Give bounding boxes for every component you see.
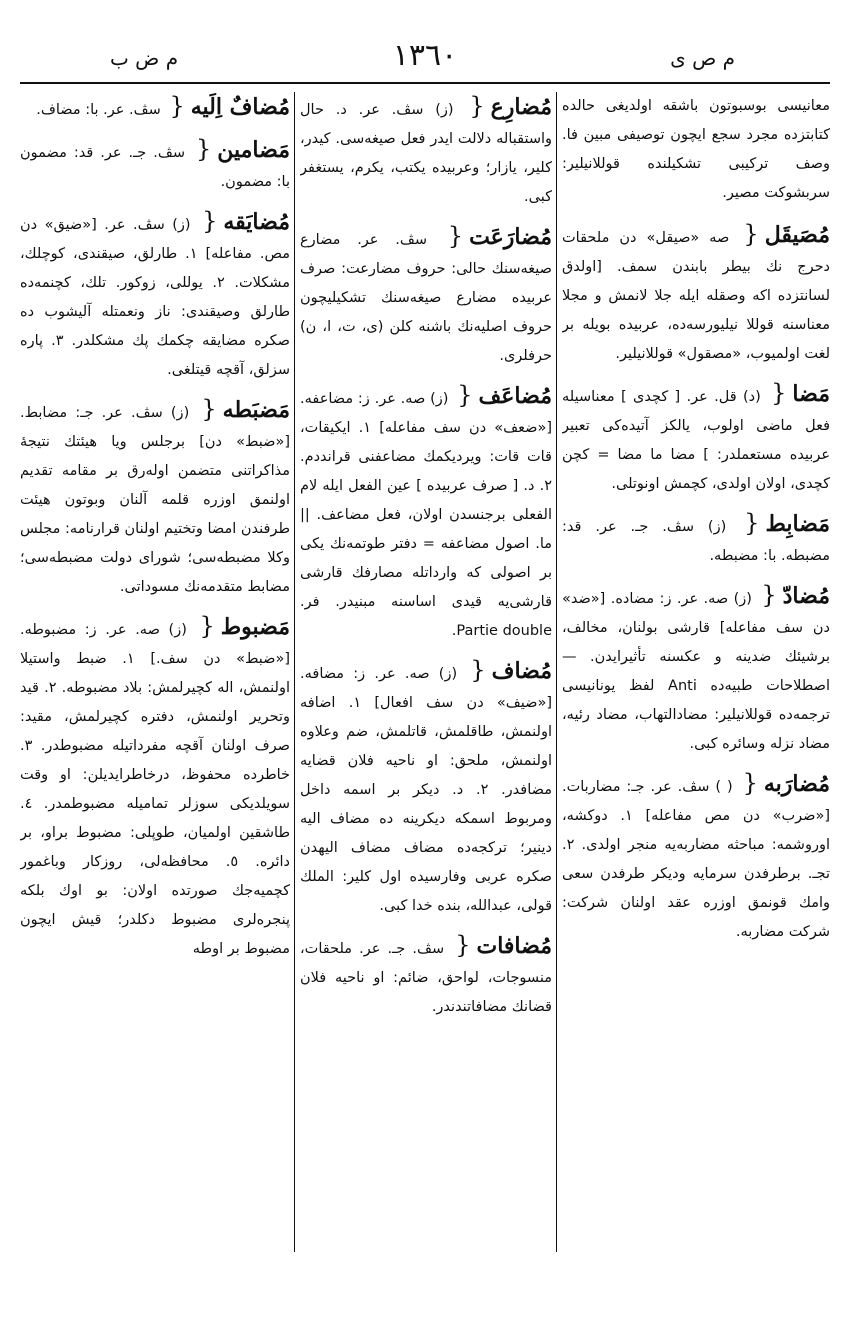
entry-text: (ز) صه. عر. ز: مضاعفه. [«ضعف» دن سف مفاعله] ١. ایکیقات، قات قات: ویردیکمك مضاعفنی قرانددم. ٢. د. [ صرف عربیده ] عین الفعل ایله لام الفعلی برجنسدن اولان، فعل مضاعف. || ما. اصول مضاعفه = دفتر طوتمه‌نك یکی بر اصولی که وارداتله مصارفك قارشی قارشی‌یه قیدی اساسنه مبنیدر. فر. Partie double.: [300, 391, 552, 639]
entry-text: ( ) سڤ. عر. جـ: مضاربات. [«ضرب» دن مص مفاعله] ١. دوکشه، اوروشمه: مباحثه مضاربه‌یه منجر اولدی. ٢. تجـ. برطرفدن سرمایه ودیکر طرفدن سعی وامك قونمق اوزره عقد اولنان شرکت: شرکت مضاربه.: [562, 779, 830, 940]
entry-headword: مَضا: [792, 381, 830, 407]
entry-brace: {: [744, 509, 760, 537]
entry-text: (ز) سڤ. عر. د. حال واستقباله دلالت ایدر فعل صیغه‌سی. کیدر، کلیر، یازار؛ وعربیده یکتب، یکرم، یستغفر کبی.: [300, 102, 552, 205]
entry-text: (ز) صه. عر. ز: مضافه. [«ضیف» دن سف افعال] ١. اضافه اولنمش، طاقلمش، قاتلمش، ضم وعلاوه اولنمش، ملحق: او ناحیه فلان قضایه مضافدر. ٢. د. دیکر بر اسمه داخل ومربوط اسمکه دیکرینه ده مضاف الیه دینیر؛ ترکجه‌ده مضاف مضاف الیهدن صکره عربی وفارسیده اول کلیر: الملك قولی، عبدالله، بنده خدا کبی.: [300, 666, 552, 914]
entry: [562, 581, 830, 759]
entry-text: (ز) سڤ. عر. جـ: مضابط. [«ضبط» دن] برجلس ویا هیئتك نتیجهٔ مذاکراتنی متضمن اولەرق بر مقامه تقدیم اولنمق اوزره قلمه آلنان وبوتون هیئت طرفندن امضا وتختیم اولنان قرارنامه: مجلس وکلا مضبطه‌سی؛ شورای دولت مضبطه‌سی؛ مضابط متقدمه‌نك مسوداتی.: [20, 405, 290, 595]
entry: [562, 379, 830, 499]
entry-text: سڤ. جـ. عر. قد: مضمون با: مضمون.: [20, 145, 290, 190]
entry-continuation: [562, 92, 830, 208]
entry-brace: {: [457, 381, 473, 409]
column-left: [20, 92, 290, 1272]
entry-text: معانیسی بوسبوتون باشقه اولدیغی حالده کتابتزده مجرد سجع ایچون توصیفی مبین فا. وصف ترکیبی تشکیلنده قوللانیلیر: سربشوکت مصیر.: [562, 98, 830, 201]
entry-brace: {: [743, 220, 759, 248]
entry-brace: {: [202, 207, 218, 235]
entry-text: (ز) سڤ. جـ. عر. قد: مضبطه. با: مضبطه.: [562, 519, 830, 564]
entry-text: (د) قل. عر. [ کچدی ] معناسیله فعل ماضی اولوب، یالکز آتیده‌کی تعبیر عربیده مستعملدر: ] مضا ما مضا = کچن کچدی، اولان اولدی، کچمش اونوتلی.: [562, 389, 830, 492]
entry: [562, 769, 830, 947]
entry-text: (ز) صه. عر. ز: مضبوطه. [«ضبط» دن سف.] ١. ضبط واستیلا اولنمش، اله کچیرلمش: بلاد مضبوطه. ٢. قید وتحریر اولنمش، دفتره کچیرلمش، مقید: صرف اولنان آقچه مفرداتیله مضبوطدر. ٣. خاطرده محفوظ، درخاطرایدیلن: او وقت سویلدیکی سوزلر تمامیله مضبوطمدر. ٤. طاشقین اولمیان، طوپلی: مضبوط براو، بر دائره. ٥. محافظه‌لی، روزکار وباغمور کچمیه‌جك صورتده اولان: بو اوك بلکه پنجره‌لری مضبوط دکلدر؛ قیش ایچون مضبوط بر اوطه: [20, 622, 290, 957]
entry-brace: {: [742, 769, 758, 797]
entry-text: (ز) صه. عر. ز: مضاده. [«ضد» دن سف مفاعله] قارشی بولنان، مخالف، برشیئك ضدینه و عکسنه تأثیرایدن. — اصطلاحات طبیه‌ده Anti لفظ یونانیسی ترجمه‌ده قوللانیلیر: مضادالتهاب، مضاد رئیه، مضاد نزله وسائره کبی.: [562, 591, 830, 752]
page-header: [0, 38, 850, 78]
entry: [562, 509, 830, 571]
entry-headword: مَضامین: [217, 137, 290, 163]
entry-headword: مُضاعَف: [478, 383, 552, 409]
column-divider: [556, 92, 557, 1252]
entry-headword: مُضارَبه: [763, 771, 830, 797]
column-right: [562, 92, 830, 1272]
entry-brace: {: [195, 135, 212, 163]
column-divider: [294, 92, 295, 1252]
entry: [20, 395, 290, 602]
entry: [20, 207, 290, 385]
entry-text: سڤ. عر. مضارع صیغه‌سنك حالی: حروف مضارعت: صرف عربیده مضارع صیغه‌سنك تشکیلیچون حروف اصلیه‌نك باشنه کلن (ی، ت، ا، ن) حرفلری.: [300, 232, 552, 364]
entry-headword: مُضایَقه: [223, 209, 290, 235]
entry: [300, 931, 552, 1022]
entry: [562, 220, 830, 369]
entry: [20, 135, 290, 197]
entry-brace: {: [455, 931, 471, 959]
entry-headword: مَضابِط: [765, 511, 830, 537]
entry-headword: مُضاف: [491, 658, 552, 684]
entry-headword: مُضارِع: [490, 94, 552, 120]
entry: [300, 92, 552, 212]
entry: [300, 381, 552, 646]
entry-brace: {: [771, 379, 787, 407]
header-right-guide: م ص ی: [670, 46, 735, 70]
entry-brace: {: [761, 581, 777, 609]
entry-text: سڤ. عر. با: مضاف.: [36, 102, 161, 118]
entry-headword: مُضافٌ اِلَیه: [190, 94, 290, 120]
entry-text: صه «صیقل» دن ملحقات دحرج نك بیطر بابندن سمف. [اولدق لسانتزده اکه وصقله ایله جلا لانمش و مجلا معناسنه قوللا نیلیورسه‌ده، عربیده بویله بر لغت اولمیوب، «مصقول» قوللانیلیر.: [562, 230, 830, 362]
entry-brace: {: [447, 222, 464, 250]
entry-headword: مُضافات: [476, 933, 552, 959]
page-number: ١٣٦٠: [392, 38, 458, 73]
entry-headword: مَضبوط: [220, 614, 290, 640]
entry: [300, 222, 552, 371]
entry-text: سڤ. جـ. عر. ملحقات، منسوجات، لواحق، ضائم: او ناحیه فلان قضانك مضافاتندندر.: [300, 941, 552, 1015]
entry: [20, 92, 290, 125]
header-rule: [20, 82, 830, 84]
entry-headword: مُضارَعَت: [469, 224, 552, 250]
entry-brace: {: [169, 92, 185, 120]
entry-brace: {: [201, 395, 217, 423]
column-middle: [300, 92, 552, 1272]
entry-headword: مَضبَطه: [222, 397, 290, 423]
entry: [20, 612, 290, 964]
entry-brace: {: [469, 92, 485, 120]
entry-headword: مُضادّ: [782, 583, 830, 609]
entry-brace: {: [470, 656, 486, 684]
entry-headword: مُصَیقَل: [764, 222, 830, 248]
entry: [300, 656, 552, 921]
header-left-guide: م ض ب: [110, 46, 179, 70]
entry-text: (ز) سڤ. عر. [«ضیق» دن مص. مفاعله] ١. طارلق، صیقندی، کوچلك، مشکلات. ٢. یوللی، زوکور. تلك، کچنمه‌ده طارلق وصیقندی: ناز ونعمتله آلیشوب ده صکره مضایقه چکمك پك مشکلدر. ٣. پاره سزلق، آقچه قیتلغی.: [20, 217, 290, 378]
entry-brace: {: [199, 612, 215, 640]
